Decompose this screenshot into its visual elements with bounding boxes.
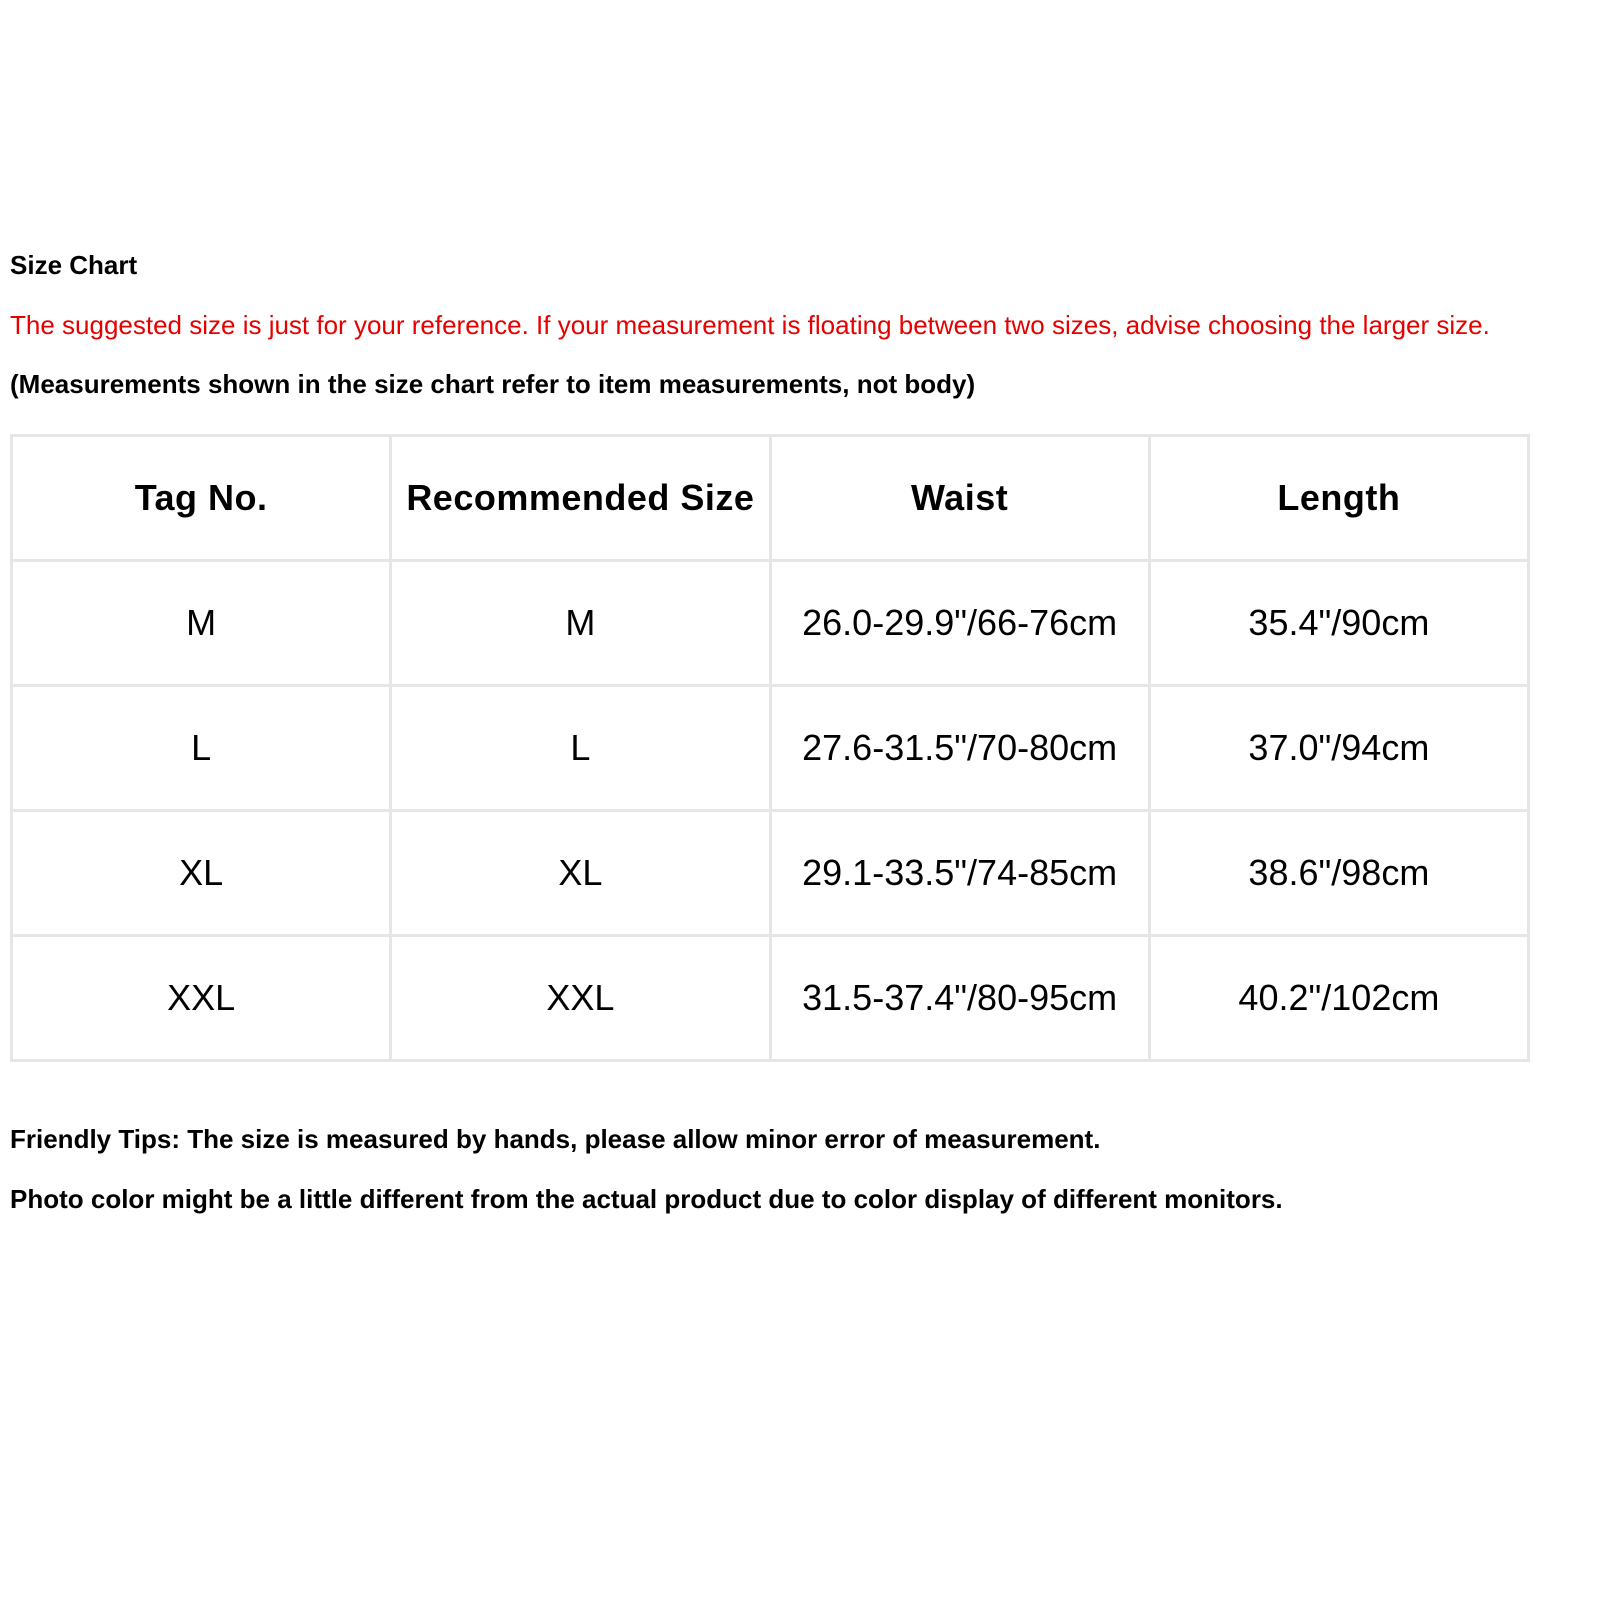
- measurement-subnote: (Measurements shown in the size chart refer to item measurements, not body): [10, 369, 976, 399]
- size-chart-title: Size Chart: [10, 250, 138, 280]
- cell-recommended-size: M: [391, 561, 770, 686]
- size-reference-notice: The suggested size is just for your reference. If your measurement is floating between two sizes, advise choosing the larger size.: [10, 310, 1490, 340]
- table-header-row: [12, 436, 1529, 561]
- photo-color-note: Photo color might be a little different from the actual product due to color display of different monitors.: [10, 1184, 1283, 1214]
- cell-recommended-size: XL: [391, 811, 770, 936]
- cell-recommended-size: XXL: [391, 936, 770, 1061]
- cell-tag-no: XL: [12, 811, 391, 936]
- cell-tag-no: M: [12, 561, 391, 686]
- cell-length: 35.4"/90cm: [1149, 561, 1528, 686]
- header-recommended-size: Recommended Size: [391, 436, 770, 561]
- cell-length: 37.0"/94cm: [1149, 686, 1528, 811]
- table-row: [12, 811, 1529, 936]
- table-row: [12, 936, 1529, 1061]
- cell-length: 38.6"/98cm: [1149, 811, 1528, 936]
- friendly-tips: Friendly Tips: The size is measured by hands, please allow minor error of measurement.: [10, 1124, 1101, 1154]
- header-tag-no: Tag No.: [12, 436, 391, 561]
- size-table: [10, 434, 1530, 1062]
- cell-waist: 29.1-33.5"/74-85cm: [770, 811, 1149, 936]
- cell-length: 40.2"/102cm: [1149, 936, 1528, 1061]
- header-waist: Waist: [770, 436, 1149, 561]
- cell-waist: 31.5-37.4"/80-95cm: [770, 936, 1149, 1061]
- cell-recommended-size: L: [391, 686, 770, 811]
- header-length: Length: [1149, 436, 1528, 561]
- cell-tag-no: XXL: [12, 936, 391, 1061]
- cell-tag-no: L: [12, 686, 391, 811]
- table-row: [12, 686, 1529, 811]
- table-row: [12, 561, 1529, 686]
- cell-waist: 27.6-31.5"/70-80cm: [770, 686, 1149, 811]
- cell-waist: 26.0-29.9"/66-76cm: [770, 561, 1149, 686]
